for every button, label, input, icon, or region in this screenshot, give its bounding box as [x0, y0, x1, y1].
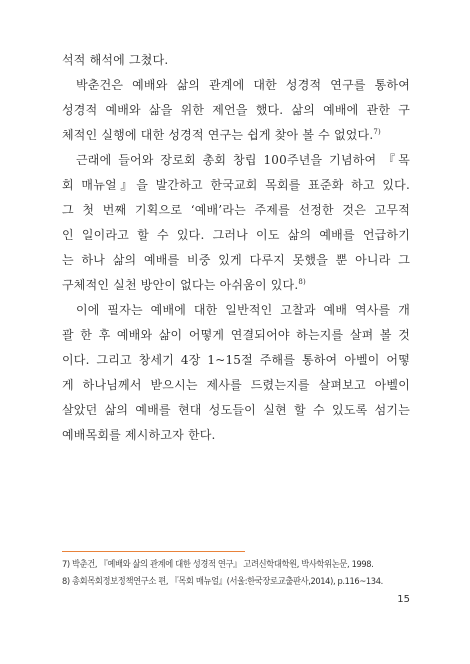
footnote: 8) 총회목회정보정책연구소 편, 『목회 매뉴얼』(서울:한국장로교출판사,2014), p.116~134. — [62, 577, 383, 587]
footnote-ref: 8) — [298, 278, 306, 286]
body-line: 그 첫 번째 기획으로 ‘예배’라는 주제를 선정한 것은 고무적 — [62, 203, 410, 217]
page-number: 15 — [397, 594, 410, 605]
body-line: 게 하나님께서 받으시는 제사를 드렸는지를 살펴보고 아벨이 — [62, 378, 410, 392]
body-line: 구체적인 실천 방안이 없다는 아쉬움이 있다.$^{8)}$ — [62, 278, 306, 292]
body-line: 근래에 들어와 장로회 총회 창립 100주년을 기념하여 『목 — [76, 153, 410, 167]
body-line: 체적인 실행에 대한 성경적 연구는 쉽게 찾아 볼 수 없었다.$^{7)}$ — [62, 128, 381, 142]
body-line: 는 하나 삶의 예배를 비중 있게 다루지 못했을 뿐 아니라 그 — [62, 253, 410, 267]
body-line: 석적 해석에 그쳤다. — [62, 53, 169, 67]
footnotes — [62, 557, 412, 591]
body-line: 살았던 삶의 예배를 현대 성도들이 실현 할 수 있도록 섬기는 — [62, 403, 410, 417]
body-line: 이다. 그리고 창세기 4장 1~15절 주해를 통하여 아벨이 어떻 — [62, 353, 410, 367]
body-text — [62, 48, 410, 448]
body-line: 예배목회를 제시하고자 한다. — [62, 428, 216, 442]
body-line: 성경적 예배와 삶을 위한 제언을 했다. 삶의 예배에 관한 구 — [62, 103, 410, 117]
footnote-divider — [62, 551, 245, 552]
body-line: 이에 필자는 예배에 대한 일반적인 고찰과 예배 역사를 개 — [76, 303, 410, 317]
body-line: 회 매뉴얼』을 발간하고 한국교회 목회를 표준화 하고 있다. — [62, 178, 410, 192]
footnote-ref: 7) — [373, 128, 381, 136]
body-line: 인 일이라고 할 수 있다. 그러나 이도 삶의 예배를 언급하기 — [62, 228, 410, 242]
footnote: 7) 박춘건, 『예배와 삶의 관계에 대한 성경적 연구』 고려신학대학원, 박사학위논문, 1998. — [62, 560, 374, 570]
body-line: 박춘건은 예배와 삶의 관계에 대한 성경적 연구를 통하여 — [76, 78, 410, 92]
body-line: 괄 한 후 예배와 삶이 어떻게 연결되어야 하는지를 살펴 볼 것 — [62, 328, 410, 342]
